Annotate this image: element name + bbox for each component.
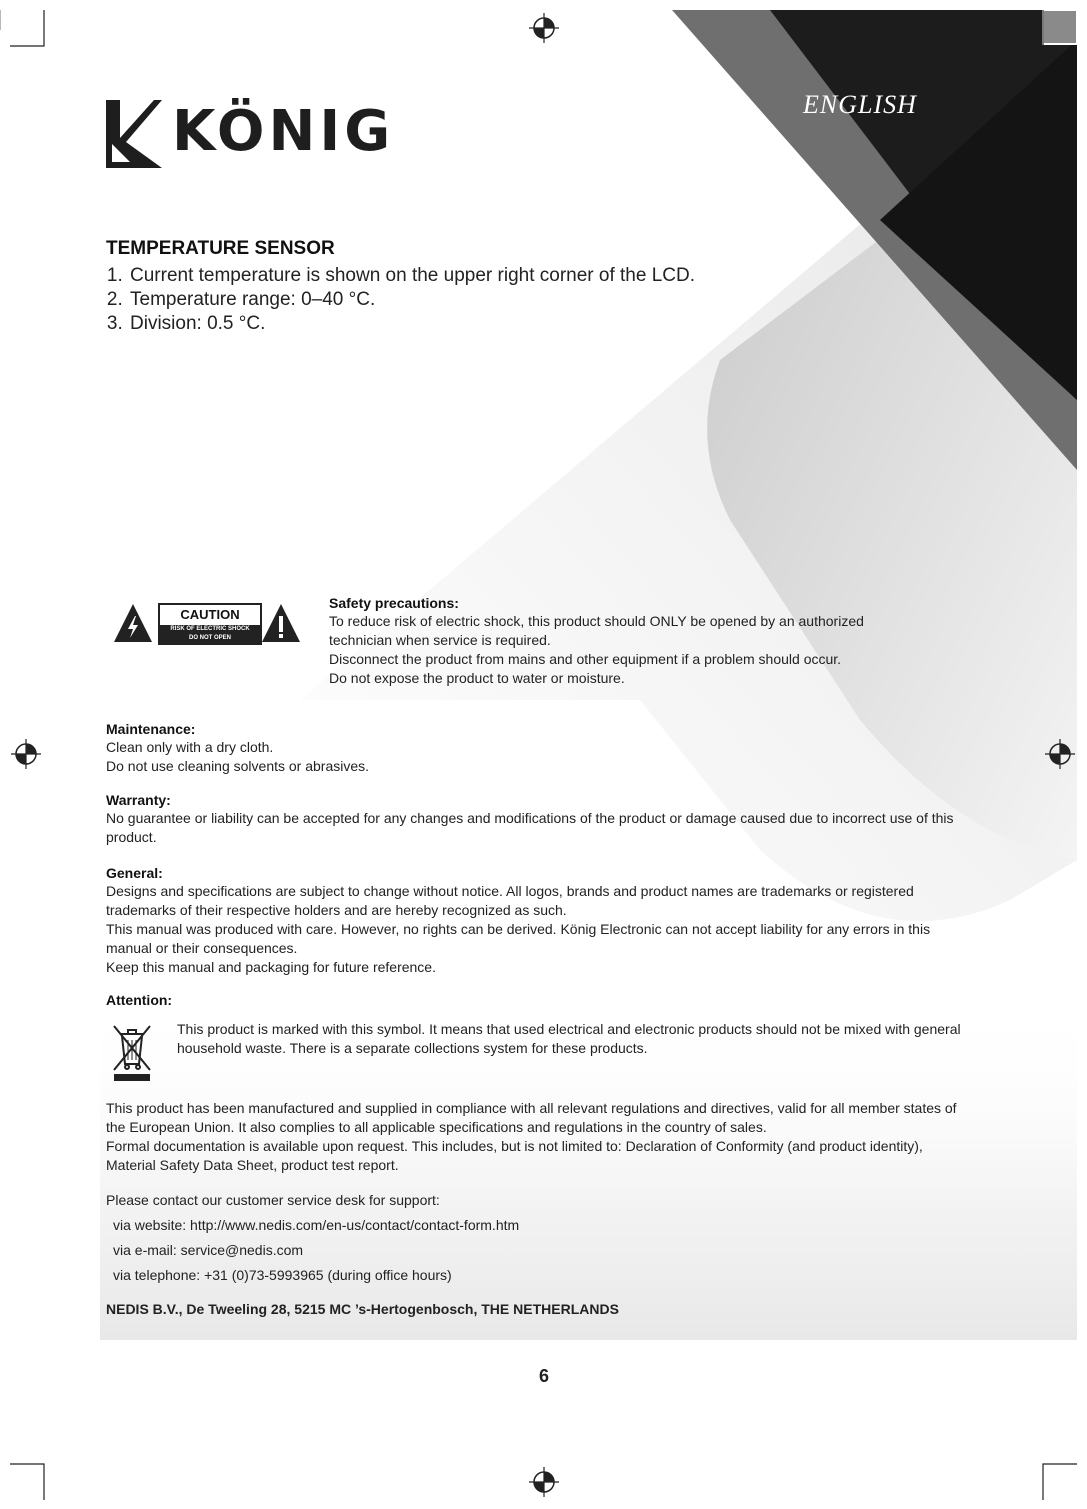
list-item: 2. Temperature range: 0–40 °C. bbox=[128, 288, 806, 312]
weee-crossed-bin-icon bbox=[108, 1020, 156, 1082]
caution-label-box bbox=[158, 603, 262, 645]
section-title: TEMPERATURE SENSOR bbox=[106, 238, 335, 259]
language-label: ENGLISH bbox=[803, 90, 917, 119]
attention-section bbox=[106, 991, 966, 1009]
maintenance-section bbox=[106, 720, 966, 776]
maintenance-line: Clean only with a dry cloth. bbox=[106, 739, 274, 755]
registration-mark-icon bbox=[528, 12, 560, 44]
caution-line-1: RISK OF ELECTRIC SHOCK bbox=[170, 626, 250, 632]
general-section bbox=[106, 864, 966, 977]
general-line: This manual was produced with care. However, no rights can be derived. König Electronic can not accept liability for any errors in this manual or their consequences. bbox=[106, 921, 931, 956]
safety-line: To reduce risk of electric shock, this product should ONLY be opened by an authorized technician when service is required. bbox=[329, 613, 864, 648]
caution-line-2: DO NOT OPEN bbox=[188, 635, 231, 641]
support-website[interactable]: via website: http://www.nedis.com/en-us/contact/contact-form.htm bbox=[113, 1217, 520, 1233]
konig-k-mark-icon bbox=[104, 98, 164, 170]
attention-title: Attention: bbox=[106, 992, 173, 1008]
warranty-section bbox=[106, 791, 966, 847]
registration-mark-icon bbox=[1044, 738, 1076, 770]
caution-graphic bbox=[112, 600, 302, 646]
caution-subtitle bbox=[160, 625, 260, 643]
logo-wordmark: KÖNIG bbox=[172, 99, 395, 164]
safety-line: Do not expose the product to water or moisture. bbox=[329, 670, 625, 686]
page-number: 6 bbox=[538, 1366, 549, 1386]
warranty-text: No guarantee or liability can be accepted for any changes and modifications of the product or damage caused due to incorrect use of this product. bbox=[106, 810, 954, 845]
temperature-list bbox=[106, 264, 806, 336]
support-telephone: via telephone: +31 (0)73-5993965 (during office hours) bbox=[113, 1267, 452, 1283]
safety-line: Disconnect the product from mains and other equipment if a problem should occur. bbox=[329, 651, 842, 667]
safety-title: Safety precautions: bbox=[329, 595, 459, 611]
maintenance-line: Do not use cleaning solvents or abrasives. bbox=[106, 758, 370, 774]
caution-title: CAUTION bbox=[180, 607, 240, 622]
support-email[interactable]: via e-mail: service@nedis.com bbox=[113, 1242, 304, 1258]
company-address: NEDIS B.V., De Tweeling 28, 5215 MC ’s-Hertogenbosch, THE NETHERLANDS bbox=[106, 1301, 619, 1317]
general-title: General: bbox=[106, 865, 163, 881]
warning-exclamation-icon bbox=[260, 602, 302, 644]
compliance-section bbox=[106, 1099, 966, 1175]
warranty-title: Warranty: bbox=[106, 792, 171, 808]
maintenance-title: Maintenance: bbox=[106, 721, 196, 737]
compliance-line: This product has been manufactured and supplied in compliance with all relevant regulations and directives, valid for all member states of the European Union. It also complies to all applicable specifications and regulations in the country of sales. bbox=[106, 1100, 957, 1135]
list-item: 3. Division: 0.5 °C. bbox=[128, 312, 806, 336]
temperature-sensor-section bbox=[106, 238, 806, 336]
list-item: 1. Current temperature is shown on the upper right corner of the LCD. bbox=[128, 264, 806, 288]
support-section bbox=[106, 1191, 966, 1285]
safety-precautions bbox=[329, 594, 919, 688]
corner-square bbox=[1043, 10, 1077, 44]
warning-lightning-icon bbox=[112, 602, 154, 644]
general-line: Designs and specifications are subject to change without notice. All logos, brands and product names are trademarks or registered trademarks of their respective holders and are hereby recognized as such. bbox=[106, 883, 914, 918]
general-line: Keep this manual and packaging for future reference. bbox=[106, 959, 436, 975]
compliance-line: Formal documentation is available upon request. This includes, but is not limited to: Declaration of Conformity (and product identity), Material Safety Data Sheet, product test report. bbox=[106, 1138, 923, 1173]
weee-text: This product is marked with this symbol. It means that used electrical and electronic products should not be mixed with general household waste. There is a separate collections system for these products. bbox=[177, 1021, 961, 1056]
konig-logo bbox=[104, 96, 395, 172]
support-intro: Please contact our customer service desk for support: bbox=[106, 1192, 440, 1208]
registration-mark-icon bbox=[528, 1466, 560, 1498]
registration-mark-icon bbox=[10, 738, 42, 770]
